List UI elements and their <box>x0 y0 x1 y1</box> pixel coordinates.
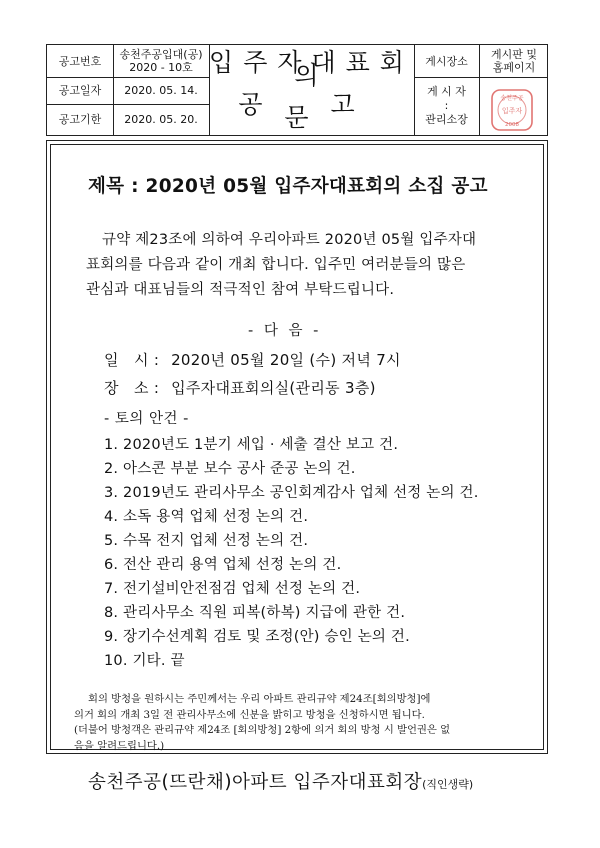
paragraph-line: 관심과 대표님들의 적극적인 참여 부탁드립니다. <box>86 282 395 298</box>
poster-cell <box>414 77 479 135</box>
notice-deadline: 2020. 05. 20. <box>124 113 198 126</box>
poster-value: 관리소장 <box>425 113 468 126</box>
notice-number-line1: 송천주공입대(공) <box>119 48 203 61</box>
agenda-item: 9. 장기수선계획 검토 및 조정(안) 승인 논의 건. <box>104 629 410 645</box>
poster-colon: : <box>444 99 449 112</box>
agenda-item: 4. 소독 용역 업체 선정 논의 건. <box>104 509 309 525</box>
stamp-text-center: 입주자 <box>501 107 523 115</box>
place-label: 장 소 : <box>104 379 160 397</box>
paragraph-line: 규약 제23조에 의하여 우리아파트 2020년 05월 입주자대 <box>102 232 477 248</box>
datetime-value: 2020년 05월 20일 (수) 저녁 7시 <box>171 351 401 369</box>
official-seal-stamp <box>478 88 538 132</box>
agenda-item: 6. 전산 관리 용역 업체 선정 논의 건. <box>104 557 342 573</box>
next-heading: - 다 음 - <box>248 323 322 339</box>
document-title-line1: 입주자대표회의 <box>209 48 414 90</box>
paragraph-line: 표회의를 다음과 같이 개최 합니다. 입주민 여러분들의 많은 <box>86 257 466 273</box>
place-value: 입주자대표회의실(관리동 3층) <box>171 379 376 397</box>
meeting-place <box>104 377 376 398</box>
agenda-list <box>104 433 479 673</box>
signer-name: 송천주공(뜨란채)아파트 입주자대표회장 <box>88 772 423 793</box>
posting-place-line1: 게시판 및 <box>490 48 537 61</box>
number-label: 공고번호 <box>58 54 102 68</box>
meeting-datetime <box>104 349 401 370</box>
signer-suffix: (직인생략) <box>422 778 474 791</box>
stamp-text-top: 송천주공 <box>500 95 524 102</box>
observation-notes <box>74 692 544 754</box>
deadline-label: 공고기한 <box>58 113 102 126</box>
note-line: 음을 알려드립니다.) <box>74 739 165 752</box>
date-label: 공고일자 <box>58 84 102 97</box>
posting-place-line2: 홈페이지 <box>492 61 536 74</box>
notice-header-table <box>46 44 548 136</box>
datetime-label: 일 시 : <box>104 351 160 369</box>
posting-place-value <box>479 45 549 77</box>
agenda-item: 10. 기타. 끝 <box>104 653 185 669</box>
stamp-text-bottom: 2008 <box>505 122 519 128</box>
agenda-title: - 토의 안건 - <box>104 411 189 427</box>
agenda-item: 2. 아스콘 부분 보수 공사 준공 논의 건. <box>104 461 356 477</box>
note-line: 회의 방청을 원하시는 주민께서는 우리 아파트 관리규약 제24조[회의방청]에 <box>88 693 431 705</box>
signer-line <box>88 768 473 794</box>
posting-place-label: 게시장소 <box>425 54 468 68</box>
note-line: 의거 회의 개최 3일 전 관리사무소에 신분을 밝히고 방청을 신청하시면 됩니다. <box>74 708 425 721</box>
notice-number-line2: 2020 - 10호 <box>129 61 193 74</box>
agenda-item: 8. 관리사무소 직원 피복(하복) 지급에 관한 건. <box>104 605 406 621</box>
poster-label: 게 시 자 <box>427 85 466 98</box>
agenda-item: 3. 2019년도 관리사무소 공인회계감사 업체 선정 논의 건. <box>104 485 479 501</box>
document-title-line2: 공 고 문 <box>238 90 385 132</box>
notice-number <box>113 45 209 77</box>
agenda-item: 7. 전기설비안전점검 업체 선정 논의 건. <box>104 581 361 597</box>
note-line: (더불어 방청객은 관리규약 제24조 [회의방청] 2항에 의거 회의 방청 시 발언권은 없 <box>74 724 451 736</box>
agenda-item: 5. 수목 전지 업체 선정 논의 건. <box>104 533 309 549</box>
notice-paragraph <box>86 228 526 303</box>
notice-subject: 제목 : 2020년 05월 입주자대표회의 소집 공고 <box>88 176 488 197</box>
notice-date: 2020. 05. 14. <box>124 84 198 97</box>
agenda-item: 1. 2020년도 1분기 세입 · 세출 결산 보고 건. <box>104 437 399 453</box>
